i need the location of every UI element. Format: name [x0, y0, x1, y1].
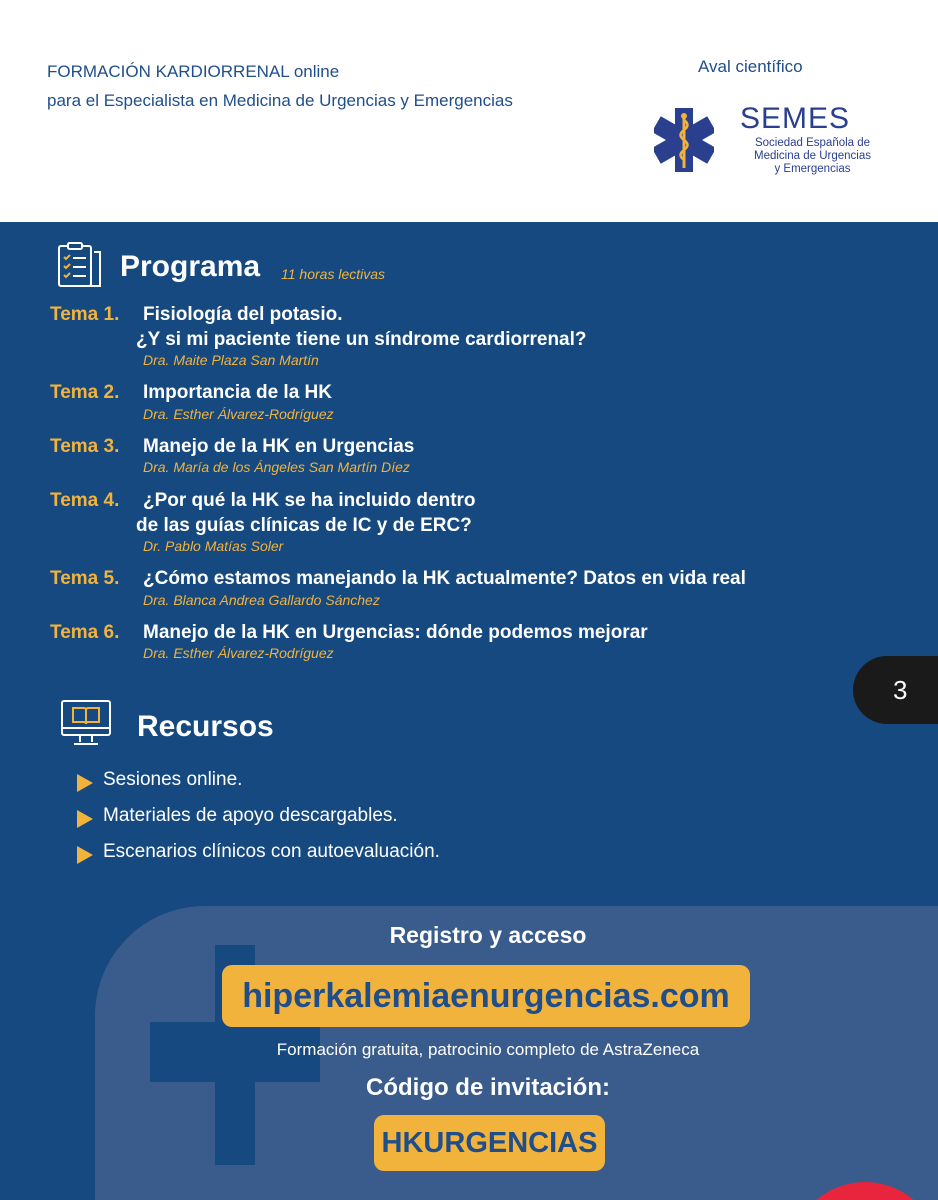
course-title: [47, 57, 513, 115]
topic-number: Tema 2.: [50, 382, 120, 403]
play-bullet-icon: [77, 774, 93, 792]
play-bullet-icon: [77, 810, 93, 828]
topic-author: Dra. Esther Álvarez-Rodríguez: [143, 406, 334, 422]
registration-url-link[interactable]: hiperkalemiaenurgencias.com: [222, 965, 750, 1027]
topic-number: Tema 4.: [50, 490, 120, 511]
main-content: [0, 222, 938, 1200]
topic-title: Manejo de la HK en Urgencias: [143, 436, 415, 457]
page-number-tab: [853, 656, 938, 724]
star-of-life-icon: [654, 100, 714, 180]
semes-sub-line: y Emergencias: [774, 163, 851, 175]
sponsor-note: Formación gratuita, patrocinio completo de AstraZeneca: [276, 1040, 700, 1059]
programa-heading: Programa: [120, 250, 261, 283]
topic-number: Tema 3.: [50, 436, 120, 457]
topic-title: Manejo de la HK en Urgencias: dónde podemos mejorar: [143, 622, 648, 643]
recurso-item: Materiales de apoyo descargables.: [103, 805, 398, 826]
topic-number: Tema 6.: [50, 622, 120, 643]
page-number: 3: [893, 675, 908, 705]
semes-name: SEMES: [740, 102, 851, 135]
semes-sub-line: Medicina de Urgencias: [754, 150, 871, 162]
programa-hours: 11 horas lectivas: [281, 266, 386, 282]
topic-author: Dra. Blanca Andrea Gallardo Sánchez: [143, 592, 380, 608]
topic-title: ¿Y si mi paciente tiene un síndrome cardiorrenal?: [136, 329, 587, 350]
topic-author: Dra. María de los Ángeles San Martín Díez: [143, 459, 410, 475]
aval-label: Aval científico: [698, 57, 803, 76]
topic-author: Dr. Pablo Matías Soler: [143, 538, 284, 554]
topic-number: Tema 1.: [50, 304, 120, 325]
topic-title: ¿Cómo estamos manejando la HK actualmente? Datos en vida real: [143, 568, 746, 589]
topic-title: de las guías clínicas de IC y de ERC?: [136, 515, 472, 536]
semes-sub-line: Sociedad Española de: [754, 137, 871, 149]
invitation-code: HKURGENCIAS: [374, 1115, 605, 1171]
topic-author: Dra. Esther Álvarez-Rodríguez: [143, 645, 334, 661]
invitation-code-label: Código de invitación:: [366, 1074, 610, 1101]
course-title-line1: FORMACIÓN KARDIORRENAL online: [47, 62, 340, 81]
topic-title: ¿Por qué la HK se ha incluido dentro: [143, 490, 476, 511]
topic-number: Tema 5.: [50, 568, 120, 589]
recurso-item: Sesiones online.: [103, 769, 243, 790]
clipboard-checklist-icon: [56, 242, 104, 290]
monitor-book-icon: [60, 698, 112, 750]
semes-subtitle: [740, 137, 885, 176]
topic-author: Dra. Maite Plaza San Martín: [143, 352, 319, 368]
topic-title: Fisiología del potasio.: [143, 304, 343, 325]
course-title-line2: para el Especialista en Medicina de Urgencias y Emergencias: [47, 91, 513, 110]
topic-title: Importancia de la HK: [143, 382, 332, 403]
play-bullet-icon: [77, 846, 93, 864]
recurso-item: Escenarios clínicos con autoevaluación.: [103, 841, 440, 862]
recursos-heading: Recursos: [137, 710, 274, 743]
registro-heading: Registro y acceso: [389, 922, 587, 948]
header: [0, 0, 938, 222]
